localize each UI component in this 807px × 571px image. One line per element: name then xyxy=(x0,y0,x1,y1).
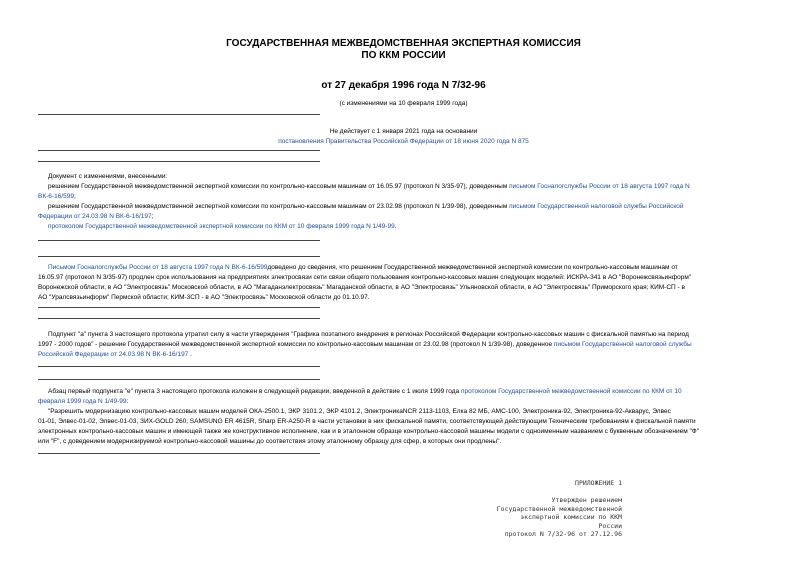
changes-item-1-text: решением Государственной межведомственной экспертной комиссии по контрольно-кассовым машинам от 16.05.97 (протокол N 3/35-97), доведенным xyxy=(48,183,510,190)
note-1-line-3: Воронежской области, в АО "Электросвязь" Московской области, в АО "Магаданэлектросвязь" Магаданской области, в АО "Электросвязь" Ульяновской области, в АО "Электросвязь" Приморского края; КИМ-СП - в xyxy=(38,284,685,291)
note-3-line-2 xyxy=(38,397,773,407)
note-2 xyxy=(38,330,773,360)
gns-letter-1998-link[interactable]: письмом Государственной налоговой службы xyxy=(553,341,692,348)
gns-letter-1997-link[interactable]: Письмом Госналогслужбы России от 18 августа 1997 года N ВК-6-16/599 xyxy=(48,264,268,271)
note-1-text: доведено до сведения, что решением Государственной межведомственной экспертной комиссии по контрольно-кассовым машинам от xyxy=(267,264,678,271)
divider xyxy=(38,307,320,308)
divider xyxy=(38,161,320,162)
protocol-1999-link[interactable]: протоколом Государственной межведомственной экспертной комиссии по ККМ от 10 февраля 1999 года N 1/49-99 xyxy=(48,223,395,230)
gns-letter-1998-link[interactable]: письмом Государственной налоговой службы Российской xyxy=(509,203,684,210)
punctuation: : xyxy=(126,398,129,405)
note-3-line-6: или "F", с доведением модернизируемой контрольно-кассовой машины до соответствия этому эталонному образцу для сфер, в которых они продлены". xyxy=(38,438,502,445)
divider xyxy=(38,256,320,257)
note-1-line-2: 16.05.97 (протокол N 3/35-97) продлен срок использования на предприятиях электросвязи сети связи общего пользования контрольно-кассовых машин следующих моделей: ИСКРА-341 в АО "Воронежсвязьинформ" xyxy=(38,274,692,281)
protocol-1999-link[interactable]: протоколом Государственной межведомственной комиссии по ККМ от 10 xyxy=(460,388,682,395)
appendix-label: ПРИЛОЖЕНИЕ 1 xyxy=(575,479,622,487)
validity-line: Не действует с 1 января 2021 года на основании xyxy=(329,128,478,135)
document-date-number: от 27 декабря 1996 года N 7/32-96 xyxy=(321,80,486,91)
note-1 xyxy=(38,263,773,303)
divider xyxy=(38,379,320,380)
divider xyxy=(38,318,320,319)
note-3-text: Абзац первый подпункта "е" пункта 3 настоящего протокола изложен в следующей редакции, введенной в действие с 1 июля 1999 года xyxy=(48,388,461,395)
note-2-line-2 xyxy=(38,340,773,350)
government-decree-link[interactable]: постановления Правительства Российской Федерации от 18 июня 2020 года N 875 xyxy=(278,138,529,145)
divider xyxy=(38,366,320,367)
note-3-line-5: электронных контрольно-кассовых машин и имеющей также же конструктивное исполнение, как и в эталонном образце контрольно-кассовой машины модели с одноименным названием с буквенным обозначением "Ф" xyxy=(38,428,700,435)
changes-item-2-cont xyxy=(38,212,773,222)
approval-line-5: протокол N 7/32-96 от 27.12.96 xyxy=(504,530,622,538)
note-1-line-4: АО "Уралсвязьинформ" Пермской области; КИМ-3СП - в АО "Электросвязь" Московской области до 01.10.97. xyxy=(38,294,370,301)
approval-line-3: экспертной комиссии по ККМ xyxy=(520,513,622,521)
punctuation: . xyxy=(394,223,397,230)
approval-line-2: Государственной межведомственной xyxy=(496,504,622,513)
note-3-line-3: "Разрешить модернизацию контрольно-кассовых машин моделей ОКА-2500.1, ЭКР 3101.2, ЭКР 4101.2, ЭлектроникаNCR 2113-1103, Елка 82 МБ, АМС-100, Электроника-92, Электроника-92-Акварус, Элвес xyxy=(48,408,671,415)
approval-line-4: России xyxy=(598,521,622,530)
changes-item-2-text: решением Государственной межведомственной экспертной комиссии по контрольно-кассовым машинам от 23.02.98 (протокол N 1/39-98), доведенным xyxy=(48,203,510,210)
note-2-line-1: Подпункт "а" пункта 3 настоящего протокола утратил силу в части утверждения "Графика поэтапного внедрения в регионах Российской Федерации контрольно-кассовых машин с фискальной памятью на период xyxy=(48,331,689,338)
gns-letter-1997-link[interactable]: письмом Госналогслужбы России от 18 августа 1997 года N xyxy=(509,183,690,190)
gns-letter-1997-link-cont[interactable]: ВК-6-16/599 xyxy=(38,193,74,200)
changes-item-1-cont xyxy=(38,192,773,202)
punctuation: . xyxy=(188,351,192,358)
gns-letter-1998-link-cont[interactable]: Федерации от 24.03.98 N ВК-6-16/197 xyxy=(38,213,152,220)
divider xyxy=(38,240,320,241)
approval-block xyxy=(440,496,622,539)
note-1-line-1 xyxy=(38,263,773,273)
note-3 xyxy=(38,387,773,447)
validity-link-line xyxy=(0,138,807,146)
changes-item-2 xyxy=(38,202,773,212)
divider xyxy=(38,114,320,115)
punctuation: ; xyxy=(151,213,154,220)
note-2-text: 1997 - 2000 годов" - решение Государственной межведомственной экспертной комиссии по контрольно-кассовым машинам от 23.02.98 (протокол N 1/39-98), доведенное xyxy=(38,341,554,348)
punctuation: ; xyxy=(73,193,76,200)
gns-letter-1998-link-cont[interactable]: Российской Федерации от 24.03.98 N ВК-6-16/197 xyxy=(38,351,189,358)
changes-intro: Документ с изменениями, внесенными: xyxy=(48,173,168,180)
note-2-line-3 xyxy=(38,350,773,360)
changes-item-1 xyxy=(38,182,773,192)
divider xyxy=(38,150,320,151)
changes-item-3 xyxy=(38,222,773,232)
org-title-line1: ГОСУДАРСТВЕННАЯ МЕЖВЕДОМСТВЕННАЯ ЭКСПЕРТНАЯ КОМИССИЯ xyxy=(226,38,581,49)
note-3-line-4: 01-01, Элвес-01-02, Элвес-01-03, ЗИХ-GOLD 260, SAMSUNG ER 4615R, Sharp ER-A250-R в части установки в них фискальной памяти, соответствующей действующим Техническим требованиям к фискальной памяти xyxy=(38,418,696,425)
approval-line-1: Утвержден решением xyxy=(551,496,622,504)
divider xyxy=(38,453,320,454)
changes-block xyxy=(38,172,773,232)
protocol-1999-link-cont[interactable]: февраля 1999 года N 1/49-99 xyxy=(38,398,127,405)
note-3-line-1 xyxy=(38,387,773,397)
changes-note: (с изменениями на 10 февраля 1999 года) xyxy=(339,100,468,107)
org-title-line2: ПО ККМ РОССИИ xyxy=(361,50,446,61)
